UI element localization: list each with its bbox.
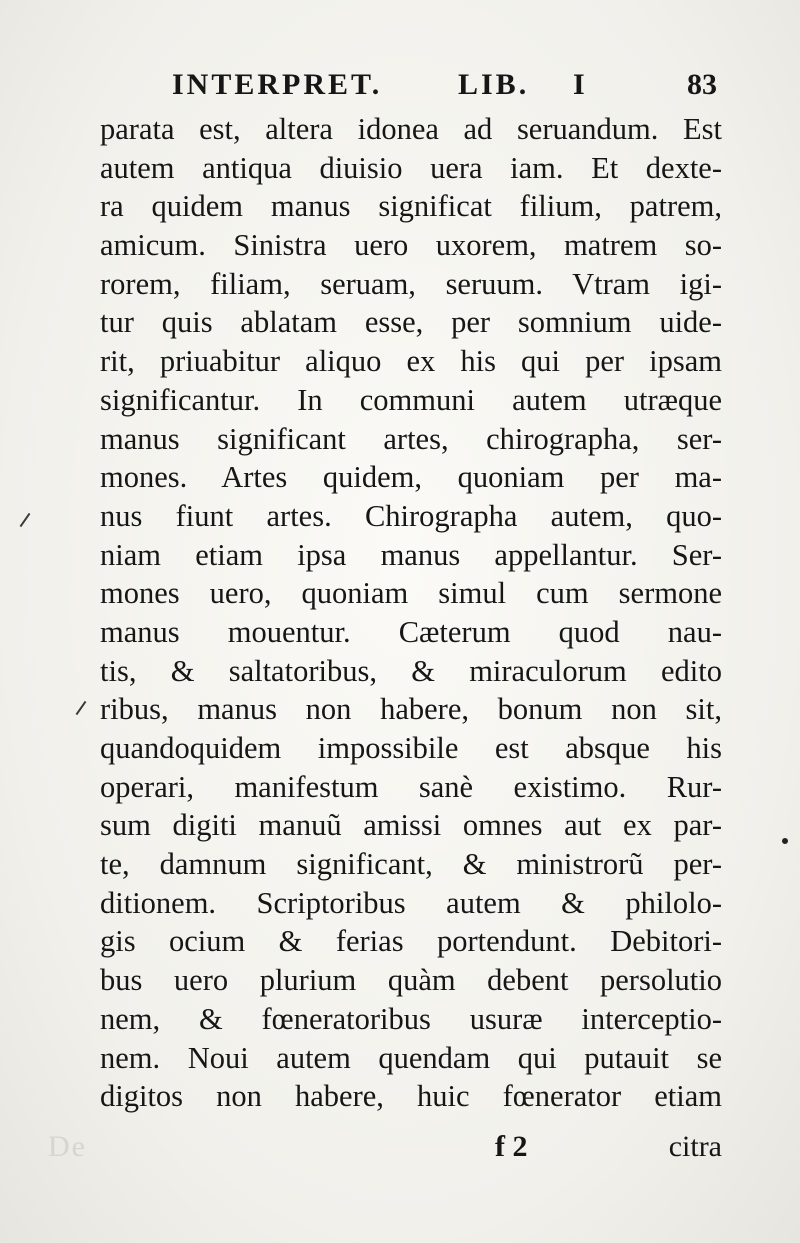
text-line: parata est, altera idonea ad seruandum. Est — [100, 112, 722, 146]
text-line: ribus, manus non habere, bonum non sit, — [100, 692, 722, 727]
text-line: amicum. Sinistra uero uxorem, matrem so- — [100, 228, 722, 263]
text-line: mones. Artes quidem, quoniam per ma- — [100, 460, 722, 495]
text-line: manus mouentur. Cæterum quod nau- — [100, 614, 722, 649]
header-book-label: LIB. — [458, 68, 530, 101]
text-line: rit, priuabitur aliquo ex his qui per ipsam — [100, 344, 722, 379]
body-text — [100, 110, 722, 1116]
text-line: tur quis ablatam esse, per somnium uide- — [100, 305, 722, 340]
text-line: significantur. In communi autem utræque — [100, 382, 722, 417]
text-line: tis, & saltatoribus, & miraculorum edito — [100, 653, 722, 688]
signature-mark: f 2 — [495, 1130, 528, 1163]
text-line: quandoquidem impossibile est absque his — [100, 731, 722, 765]
running-header — [172, 68, 717, 108]
page-footer — [100, 1130, 722, 1170]
text-line: nem, & fœneratoribus usuræ interceptio- — [100, 1001, 722, 1036]
text-line: operari, manifestum sanè existimo. Rur- — [100, 769, 722, 804]
ink-speck — [782, 838, 788, 844]
text-line: te, damnum significant, & ministrorũ per- — [100, 847, 722, 882]
text-line: autem antiqua diuisio uera iam. Et dexte- — [100, 150, 722, 185]
text-line: niam etiam ipsa manus appellantur. Ser- — [100, 537, 722, 572]
text-line: sum digiti manuũ amissi omnes aut ex par- — [100, 808, 722, 843]
header-title: INTERPRET. — [172, 68, 383, 101]
text-line: bus uero plurium quàm debent persolutio — [100, 963, 722, 998]
margin-mark — [76, 701, 87, 715]
text-line: manus significant artes, chirographa, ser- — [100, 421, 722, 456]
margin-mark — [20, 513, 31, 527]
text-line: mones uero, quoniam simul cum sermone — [100, 576, 722, 611]
text-line: nem. Noui autem quendam qui putauit se — [100, 1040, 722, 1075]
header-book-number: I — [573, 68, 588, 101]
text-line: digitos non habere, huic fœnerator etiam — [100, 1079, 722, 1114]
text-line: ditionem. Scriptoribus autem & philolo- — [100, 885, 722, 920]
page-number: 83 — [687, 68, 717, 101]
text-line: nus fiunt artes. Chirographa autem, quo- — [100, 498, 722, 533]
text-line: gis ocium & ferias portendunt. Debitori- — [100, 924, 722, 959]
text-line: rorem, filiam, seruam, seruum. Vtram igi- — [100, 266, 722, 301]
bleed-through-text: De — [48, 1130, 87, 1163]
catchword: citra — [668, 1130, 722, 1163]
text-line: ra quidem manus significat filium, patrem, — [100, 189, 722, 224]
